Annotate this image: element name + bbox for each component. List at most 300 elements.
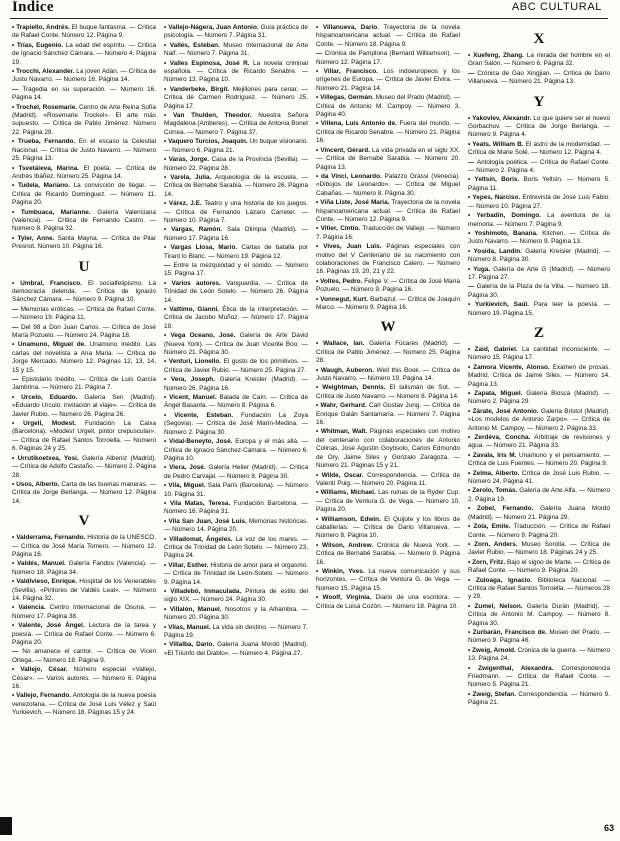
- entry-bullet: •: [12, 208, 21, 216]
- index-entry: [164, 500, 308, 517]
- entry-author: Yuga.: [473, 265, 491, 273]
- entry-text: La mirada del hombre en el Gran Salón. — Número 6. Página 32.: [468, 52, 610, 68]
- entry-bullet: •: [316, 340, 324, 348]
- entry-text: Memorias eróticas. — Crítica de Rafael Conte. — Número 19. Página 11.: [12, 305, 156, 322]
- index-entry: [468, 408, 610, 433]
- entry-bullet: •: [316, 68, 324, 76]
- index-entry: [468, 176, 610, 193]
- index-entry: [468, 301, 610, 318]
- entry-bullet: •: [164, 358, 169, 366]
- entry-text: Casa de la Provincia (Sevilla). — Número 22. Página 28.: [164, 156, 308, 172]
- entry-text: Pintura de estilo del siglo XIX. — Número 24. Página 30.: [164, 588, 308, 604]
- entry-text: El Quijote y los libros de caballerías. — Crítica de Darío Villanueva. — Número 8. Página 10.: [316, 515, 460, 540]
- index-entry: [12, 481, 156, 506]
- entry-bullet: •: [12, 454, 18, 462]
- entry-bullet: •: [164, 376, 171, 384]
- index-entry: [164, 641, 308, 658]
- index-entry: [316, 472, 460, 489]
- entry-text: Biblioteca Nacional. — Crítica de Rafael Santos Torroella. — Números 28 y 29.: [468, 576, 610, 601]
- index-entry: [468, 452, 610, 469]
- entry-author: Tyler, Anne.: [17, 234, 55, 242]
- entry-text: Número especial «Vallejo, César». — Varios autores. — Número 6. Página 16.: [12, 666, 156, 691]
- entry-author: Vanderbeke, Birgit.: [169, 85, 230, 93]
- entry-bullet: •: [468, 140, 473, 148]
- entry-bullet: •: [12, 164, 19, 172]
- entry-text: Kitchen. — Crítica de Justo Navarro. — Número 9. Página 13.: [468, 229, 610, 246]
- entry-author: Vila San Juan, José Luis.: [168, 517, 247, 525]
- entry-author: Winkin, Yves.: [321, 567, 365, 575]
- entry-text: Santa Mayna. — Crítica de Pilar Presnot. Número 10. Página 16.: [12, 234, 156, 251]
- entry-author: Xuefeng, Zhang.: [473, 52, 524, 59]
- index-column-2: [164, 24, 308, 836]
- entry-text: Entre la mezquindad y el sonido. — Número 15. Página 17.: [164, 261, 308, 278]
- entry-author: Yeltsin, Boris.: [474, 176, 520, 184]
- entry-text: Teatro y una historia de los juegos. — Crítica de Fernando Lázaro Carreter. — Número 10. Página 7.: [164, 200, 308, 224]
- entry-bullet: •: [12, 182, 18, 190]
- index-entry: [468, 194, 610, 211]
- index-entry: [316, 24, 460, 49]
- page-header: [10, 0, 608, 19]
- entry-bullet: •: [316, 515, 322, 523]
- entry-text: Museo Internacional de Arte Naif. — Número 7. Página 31.: [164, 41, 308, 58]
- entry-text: El talismán de Sot. — Crítica de Justo Navarro. — Número 8. Página 14.: [316, 384, 460, 400]
- entry-bullet: •: [468, 469, 473, 477]
- index-entry: [12, 692, 156, 717]
- entry-author: Zamora Vicente, Alonso.: [473, 363, 550, 371]
- entry-text: La vida privada en el siglo XX. — Crítica de Bernabé Sarabia. — Número 20. Página 13.: [316, 146, 460, 171]
- index-entry: [164, 42, 308, 59]
- entry-bullet: •: [12, 103, 17, 111]
- entry-text: El buque fantasma. — Crítica de Rafael Conte. Número 12. Página 9.: [12, 24, 156, 40]
- entry-text: Traducción de Vallejo. — Número 7. Página 16.: [316, 225, 460, 241]
- entry-author: Valderrama, Fernando.: [16, 534, 86, 542]
- entry-text: Tragedia en su superación. — Número 16. Página 14.: [12, 85, 156, 102]
- entry-text: La aventura de la memoria. — Número 7. Página 9.: [468, 212, 610, 228]
- entry-bullet: •: [468, 646, 473, 654]
- entry-bullet: •: [164, 561, 169, 569]
- entry-bullet: •: [468, 390, 475, 397]
- entry-author: Vila, Miguel.: [168, 482, 206, 490]
- entry-bullet: •: [316, 366, 321, 374]
- index-entry: [164, 226, 308, 243]
- entry-text: Historia de la UNESCO. — Crítica de José María Tomero. — Número 12. Página 16.: [12, 534, 156, 558]
- index-entry: [164, 280, 308, 305]
- entry-text: Centro Internacional de Osuna. — Número 17. Página 38.: [12, 604, 156, 620]
- entry-bullet: •: [164, 59, 170, 67]
- entry-text: Galería de la Plaza de la Villa. — Número 18. Página 30.: [468, 283, 610, 299]
- index-entry: [12, 455, 156, 480]
- entry-author: Zerdéva, Concha.: [474, 434, 531, 442]
- entry-bullet: —: [316, 50, 325, 58]
- index-entry: [164, 138, 308, 155]
- entry-text: Guía práctica de psicología. — Número 7. Página 31.: [164, 24, 308, 40]
- index-entry: [12, 420, 156, 454]
- entry-bullet: •: [12, 341, 18, 349]
- entry-text: En el escaso la Celestial Nacional. — Crítica de Justo Navarro. — Número 25. Página 13.: [12, 138, 156, 163]
- entry-author: Vallejo, Fernando.: [16, 692, 72, 700]
- index-entry: [164, 624, 308, 641]
- entry-text: Galería Bristol (Madrid). «Los modelos de Antonio Zarpo». — Crítica de Antonio M. Campoy. — Número 2. Página 33.: [468, 407, 610, 432]
- index-entry: [468, 523, 610, 540]
- entry-bullet: •: [468, 194, 473, 202]
- entry-bullet: •: [468, 628, 473, 636]
- index-entry: [164, 156, 308, 173]
- entry-bullet: •: [468, 558, 473, 566]
- index-entry: [12, 376, 156, 393]
- entry-bullet: •: [316, 471, 322, 479]
- index-entry: [12, 394, 156, 419]
- index-entry: [468, 390, 610, 407]
- index-column-1: [12, 24, 156, 836]
- index-column-4: [468, 24, 610, 836]
- entry-author: Viera, José.: [169, 464, 206, 472]
- entry-bullet: •: [468, 363, 474, 371]
- index-entry: [164, 376, 308, 393]
- entry-text: Del 98 a Don Juan Carlos. — Crítica de José María Pozuelo. — Número 24. Página 18.: [12, 323, 156, 339]
- entry-text: Entrevista de José Luis Fabio. — Número 10. Página 27.: [468, 194, 610, 210]
- entry-text: Las ruinas de la Ryder Cup. — Crítica de Ventura G. de Vega. — Número 10. Página 20.: [316, 489, 460, 514]
- index-entry: [468, 470, 610, 487]
- entry-bullet: •: [12, 393, 22, 401]
- entry-bullet: •: [468, 487, 473, 495]
- index-entry: [164, 262, 308, 279]
- entry-bullet: •: [12, 692, 17, 700]
- section-letter: U: [78, 258, 90, 275]
- entry-author: Vaquero Turcios, Joaquín.: [168, 138, 248, 146]
- entry-text: No amanece el cantor. — Crítica de Vicen Ortega. — Número 18. Página 9.: [12, 648, 156, 664]
- entry-text: Galería de Arte G (Madrid). — Número 17. Página 27.: [468, 265, 610, 281]
- index-entry: [468, 212, 610, 229]
- index-entry: [468, 283, 610, 300]
- entry-bullet: •: [12, 480, 17, 488]
- entry-text: La voz de los mares. — Crítica de Trinidad de León Sotelo. — Número 23. Página 24.: [164, 535, 308, 560]
- index-entry: [468, 364, 610, 389]
- index-entry: [12, 182, 156, 207]
- index-entry: [316, 147, 460, 172]
- index-entry: [12, 666, 156, 691]
- index-entry: [316, 225, 460, 242]
- entry-text: Trayectoria de la novela hispanoamericana actual. — Crítica de Rafael Conte. — Número 12. Página 9.: [316, 199, 460, 223]
- entry-bullet: •: [316, 172, 321, 180]
- entry-text: El astro de la modernidad. — Crítica de Marie Solé. — Número 12. Página 4.: [468, 140, 610, 157]
- index-entry: [316, 384, 460, 401]
- entry-author: Tumbuaca, Marianne.: [20, 208, 91, 216]
- entry-author: Yeats, William B.: [472, 140, 524, 148]
- entry-bullet: •: [12, 279, 21, 287]
- entry-text: Ética de la interpretación. — Crítica de Jacobo Muñoz. — Número 17. Página 19.: [164, 306, 308, 330]
- entry-author: Zumel, Nelson.: [474, 602, 523, 610]
- margin-marker: [0, 817, 12, 835]
- entry-text: Traducción. — Crítica de Rafael Conte. — Número 9. Página 20.: [468, 523, 610, 539]
- entry-text: Correspondencia Friedmann. — Crítica de Rafael Conte. — Número 5. Página 21.: [468, 664, 610, 689]
- index-entry: [468, 248, 610, 265]
- entry-author: Varas, Jorge.: [168, 156, 210, 164]
- entry-bullet: —: [12, 376, 22, 384]
- entry-author: Villena, Luis Antonio de.: [320, 120, 397, 128]
- entry-bullet: •: [12, 138, 18, 146]
- index-entry: [164, 606, 308, 623]
- entry-author: Villegas, Germán.: [320, 94, 374, 102]
- entry-author: Varela, Julia.: [170, 173, 212, 181]
- publication-brand: ABC CULTURAL: [511, 1, 602, 13]
- index-entry: [468, 577, 610, 602]
- index-entry: [164, 536, 308, 561]
- entry-author: Williams, Michael.: [320, 489, 376, 497]
- entry-bullet: •: [12, 534, 17, 542]
- entry-author: Trueba, Fernando.: [17, 138, 76, 146]
- index-entry: [316, 489, 460, 514]
- entry-bullet: •: [164, 411, 175, 419]
- entry-author: Woolf, Virginia.: [322, 594, 372, 602]
- entry-bullet: •: [164, 641, 170, 649]
- entry-author: Wilde, Oscar.: [321, 471, 364, 479]
- entry-text: Arqueología de la escuela. — Crítica de Bernabé Sarabia. — Número 26. Página 14.: [164, 173, 308, 198]
- entry-text: La nueva comunicación y sus horizontes. — Crítica de Ventura G. de Vega. — Número 15. Página 15.: [316, 567, 460, 592]
- index-entry: [468, 230, 610, 247]
- index-entry: [316, 68, 460, 93]
- index-entry: [316, 94, 460, 119]
- index-entry: [468, 70, 610, 87]
- entry-author: Weightman, Dennis.: [322, 384, 386, 392]
- entry-bullet: •: [164, 173, 171, 181]
- entry-bullet: •: [316, 428, 321, 436]
- entry-text: Páginas especiales con motivo del V Centenario de su nacimiento con colaboraciones de Francisco Calero. — Número 16. Páginas 19, 20, 21 y 22.: [316, 243, 460, 276]
- entry-author: Urcelo, Eduardo.: [21, 393, 78, 401]
- entry-text: La convicción de llegar. — Crítica de Ricardo Dominguez. — Número 11. Página 20.: [12, 182, 156, 207]
- index-entry: [316, 173, 460, 198]
- entry-text: Galería Sen (Madrid). «Eduardo Urculo: invitación al viaje». — Crítica de Javier Rubio. — Número 26. Página 26.: [12, 393, 156, 418]
- index-entry: [164, 394, 308, 411]
- entry-author: Yoshimoto, Banana.: [474, 229, 538, 237]
- entry-bullet: •: [316, 146, 321, 154]
- entry-author: Vallés, Esteban.: [169, 41, 220, 49]
- entry-text: Fuera del mundo. — Crítica de Ricardo Senabre. — Número 21. Página 16.: [316, 120, 460, 145]
- index-entry: [164, 438, 308, 463]
- entry-text: Examen de prosas. Madrid. Crítica de Jaime Siles. — Número 14. Página 13.: [468, 363, 610, 388]
- entry-text: El poeta. — Crítica de Andrés Ibáñez. Número 25. Página 14.: [12, 164, 156, 180]
- entry-author: Wallace, Ian.: [323, 340, 365, 348]
- entry-bullet: •: [164, 138, 169, 146]
- entry-author: Zweig, Arnold.: [472, 646, 516, 654]
- entry-text: Galería Juana Mordó (Madrid). «El Triunfo del Diablo». — Número 4. Página 27.: [164, 641, 308, 657]
- entry-text: Crónica de Gao Xingjian. — Crítica de Darío Villanueva. — Número 21. Página 13.: [468, 69, 610, 86]
- entry-text: Antología de la nueva poesía venezolana. — Crítica de José Luis Vélez y Saúl Yurkievich. — Número 18. Páginas 15 y 24.: [12, 692, 156, 717]
- entry-author: Zurbarán, Francisco de.: [472, 628, 547, 636]
- entry-bullet: —: [12, 648, 23, 656]
- entry-text: Un buque visionario. — Número 6. Página 21.: [164, 138, 308, 154]
- entry-author: Vonnegut, Kurt.: [320, 295, 369, 303]
- entry-text: La vida sin destino. — Número 7. Página 19.: [164, 623, 308, 640]
- index-entry: [164, 332, 308, 357]
- entry-bullet: •: [316, 295, 321, 303]
- entry-bullet: •: [164, 499, 170, 507]
- entry-bullet: •: [164, 244, 171, 252]
- entry-bullet: •: [316, 94, 321, 102]
- index-entry: [468, 141, 610, 158]
- index-entry: [12, 42, 156, 67]
- entry-text: Epistolario Inédito. — Crítica de Luis García Jambrina. — Número 21. Página 7.: [12, 376, 156, 392]
- entry-text: La cantidad inconsciente. — Número 15. Página 17.: [468, 345, 610, 362]
- index-entry: [468, 52, 610, 69]
- entry-text: Arbitraje de revisiones y agua. — Número 21. Página 33.: [468, 434, 610, 450]
- index-entry: [164, 482, 308, 499]
- index-entry: [164, 244, 308, 261]
- entry-author: Yakovlev, Alexandr.: [472, 114, 532, 122]
- entry-author: Trocchi, Alexander.: [16, 68, 75, 76]
- entry-text: Galería Juana Mordó (Madrid). — Número 21. Página 29.: [468, 505, 610, 521]
- entry-text: Barbazul. — Crítica de Joaquín Marco. — Número 9. Página 16.: [316, 295, 460, 311]
- index-entry: [316, 50, 460, 67]
- entry-text: Well this Book. — Crítica de Justo Navarro. — Número 19. Página 14.: [316, 366, 460, 383]
- entry-bullet: •: [316, 384, 323, 392]
- entry-text: Cartas de batalla por Tirant lo Blanc. — Número 19. Página 12.: [164, 244, 308, 260]
- index-entry: [12, 235, 156, 252]
- entry-bullet: •: [316, 120, 321, 128]
- index-entry: [12, 280, 156, 305]
- index-entry: [164, 588, 308, 605]
- index-entry: [12, 209, 156, 234]
- entry-bullet: •: [468, 176, 475, 184]
- entry-author: Villanueva, Darío.: [322, 24, 379, 31]
- entry-author: Vidal-Beneyto, José.: [169, 438, 233, 446]
- index-entry: [12, 165, 156, 182]
- index-entry: [164, 306, 308, 331]
- entry-author: Tudela, Mariano.: [17, 182, 70, 190]
- index-entry: [12, 648, 156, 665]
- entry-bullet: •: [468, 540, 475, 548]
- entry-bullet: •: [164, 605, 170, 613]
- entry-bullet: —: [164, 261, 174, 269]
- entry-author: Varios autores.: [171, 279, 221, 287]
- entry-text: Memorias históricas. — Número 14. Página 20.: [164, 517, 308, 534]
- entry-author: Venturi, Lionello.: [168, 358, 222, 366]
- entry-bullet: •: [316, 594, 323, 602]
- entry-bullet: •: [12, 41, 17, 49]
- entry-text: Sala Olimpia (Madrid). — Número 17. Página 16.: [164, 226, 308, 242]
- entry-bullet: •: [316, 541, 322, 549]
- index-entry: [468, 603, 610, 628]
- entry-author: Valdivieso, Enrique.: [16, 578, 78, 586]
- index-entry: [12, 104, 156, 138]
- entry-author: Vincent, Gérard.: [320, 146, 370, 154]
- entry-bullet: •: [468, 407, 473, 415]
- entry-text: Diario de una escritora. — Crítica de Luisa Cozón. — Número 18. Página 10.: [316, 594, 460, 610]
- index-entry: [468, 505, 610, 522]
- entry-author: Valles Espinosa, José R.: [169, 59, 250, 67]
- entry-text: Palazzo Grassi (Venecia). «Dibujos de Leonardo». — Crítica de Miguel Cabañas. — Número 8. Página 30.: [316, 172, 460, 197]
- entry-text: La edad del espíritu. — Crítica de Ignacio Sánchez Cámara. — Número 4. Página 19.: [12, 41, 156, 66]
- entry-author: Zuloaga, Ignacio.: [475, 576, 533, 584]
- section-letter: X: [533, 31, 545, 47]
- entry-text: Fundación La Caixa (Barcelona). «Modest Urgell, pintor crepuscular». — Crítica de Rafael Santos Torroella. — Número 6. Páginas 24 y 25.: [12, 420, 156, 453]
- entry-author: Vicent, Manuel.: [169, 394, 217, 402]
- entry-bullet: •: [12, 420, 24, 428]
- index-entry: [12, 86, 156, 103]
- entry-bullet: •: [164, 588, 171, 595]
- entry-bullet: •: [12, 604, 19, 612]
- entry-bullet: •: [316, 489, 321, 497]
- entry-author: Villalba, Darío.: [169, 641, 215, 649]
- entry-bullet: •: [316, 567, 322, 575]
- entry-author: Vives, Juan Luis.: [323, 243, 382, 251]
- entry-text: Crónica de Nueva York. — Crítica de Bernabé Sarabia. — Número 9. Página 16.: [316, 541, 460, 566]
- entry-author: Zorn, Anders.: [474, 540, 518, 548]
- entry-text: Galería de Arte David (Nueva York). — Crítica de Juan Vicente Boo. — Número 21. Página 30.: [164, 332, 308, 357]
- entry-author: Várez, J.E.: [168, 200, 202, 208]
- entry-text: Museo del Prado. — Número 9. Página 46.: [468, 628, 610, 645]
- entry-author: Vargas Llosa, Mario.: [170, 244, 238, 252]
- entry-author: Vallejo, César.: [20, 666, 68, 674]
- entry-text: Galería Albeniz (Madrid). — Crítica de Adolfo Castaño. — Número 2. Página 28.: [12, 454, 156, 479]
- entry-author: Villar, Francisco.: [323, 68, 378, 76]
- entry-bullet: —: [12, 85, 23, 93]
- index-entry: [316, 594, 460, 611]
- entry-text: Carl Gustav Jung. — Crítica de Enrique Galán Santamaría. — Número 7. Página 16.: [316, 402, 460, 427]
- index-entry: [12, 324, 156, 341]
- entry-text: La joven Adán. — Crítica de Justo Navarro. — Número 16. Página 14.: [12, 68, 156, 84]
- entry-author: Waugh, Auberon.: [320, 366, 375, 374]
- entry-text: Bajo el signo de Marte. — Crítica de Rafael Conte. — Número 9. Página 20.: [468, 558, 610, 575]
- entry-bullet: •: [468, 345, 475, 353]
- entry-author: da Vinci, Leonardo.: [320, 172, 382, 180]
- entry-text: El gusto de los primitivos. — Crítica de Javier Rubio. — Número 25. Página 27.: [164, 358, 308, 374]
- entry-author: Vicente, Esteban.: [174, 411, 234, 419]
- entry-bullet: •: [316, 199, 321, 207]
- entry-author: Zola, Emile.: [473, 523, 511, 531]
- entry-text: Hospital de los Venerables (Sevilla). «Pintores de Valdés Leal». — Número 14. Página 32.: [12, 578, 156, 602]
- entry-bullet: •: [468, 114, 473, 122]
- entry-text: El socialfelipismo. La democracia delenda. — Crítica de Ignacio Sánchez Cámara. — Número 9. Página 10.: [12, 279, 156, 304]
- index-entry: [316, 402, 460, 427]
- entry-text: Para leer la poesía. — Número 19. Página 15.: [468, 301, 610, 317]
- section-letter: W: [380, 319, 396, 336]
- index-entry: [164, 358, 308, 375]
- entry-author: Vallejo-Nágera, Juan Antonio.: [168, 24, 259, 31]
- entry-text: Galería Fúcares (Madrid). — Crítica de Pablo Jiménez. — Número 25. Página 28.: [316, 340, 460, 365]
- entry-text: Boris Yeltsin. — Número 5. Página 11.: [468, 176, 610, 192]
- entry-author: Wahr, Gerhard.: [320, 402, 367, 410]
- entry-author: Yurkievich, Saúl.: [475, 301, 529, 309]
- entry-author: Tsvetáieva, Marina.: [18, 164, 80, 172]
- index-entry: [164, 112, 308, 137]
- entry-author: Whitman, Walt.: [320, 428, 368, 436]
- index-entry: [12, 306, 156, 323]
- index-entry: [468, 434, 610, 451]
- entry-bullet: •: [164, 332, 171, 340]
- entry-text: Lo que quiere ser el nuevo Gorbachov. — Crítica de Jorge Berlanga. — Número 9. Página 4.: [468, 114, 610, 139]
- entry-bullet: •: [164, 85, 170, 93]
- entry-bullet: •: [164, 306, 170, 313]
- entry-bullet: •: [468, 301, 476, 309]
- index-entry: [12, 560, 156, 577]
- index-entry: [316, 120, 460, 145]
- entry-author: Valdés, Manuel.: [17, 560, 66, 568]
- index-entry: [468, 266, 610, 283]
- entry-bullet: •: [468, 576, 476, 584]
- index-entry: [468, 159, 610, 176]
- entry-text: Antología poética. — Crítica de Rafael Conte. — Número 2. Página 4.: [468, 158, 610, 175]
- entry-bullet: •: [164, 438, 170, 446]
- section-letter: V: [78, 513, 90, 530]
- entry-bullet: •: [164, 112, 173, 120]
- entry-bullet: •: [468, 212, 477, 220]
- index-entry: [468, 487, 610, 504]
- entry-bullet: •: [468, 247, 474, 255]
- index-entry: [164, 200, 308, 225]
- entry-author: Vattimo, Gianni.: [169, 306, 220, 313]
- entry-text: Unamuno y el pensamiento. — Crítica de Luis Fuentes. — Número 20. Página 9.: [468, 451, 610, 468]
- entry-author: Vila Matas, Teresa.: [169, 499, 231, 507]
